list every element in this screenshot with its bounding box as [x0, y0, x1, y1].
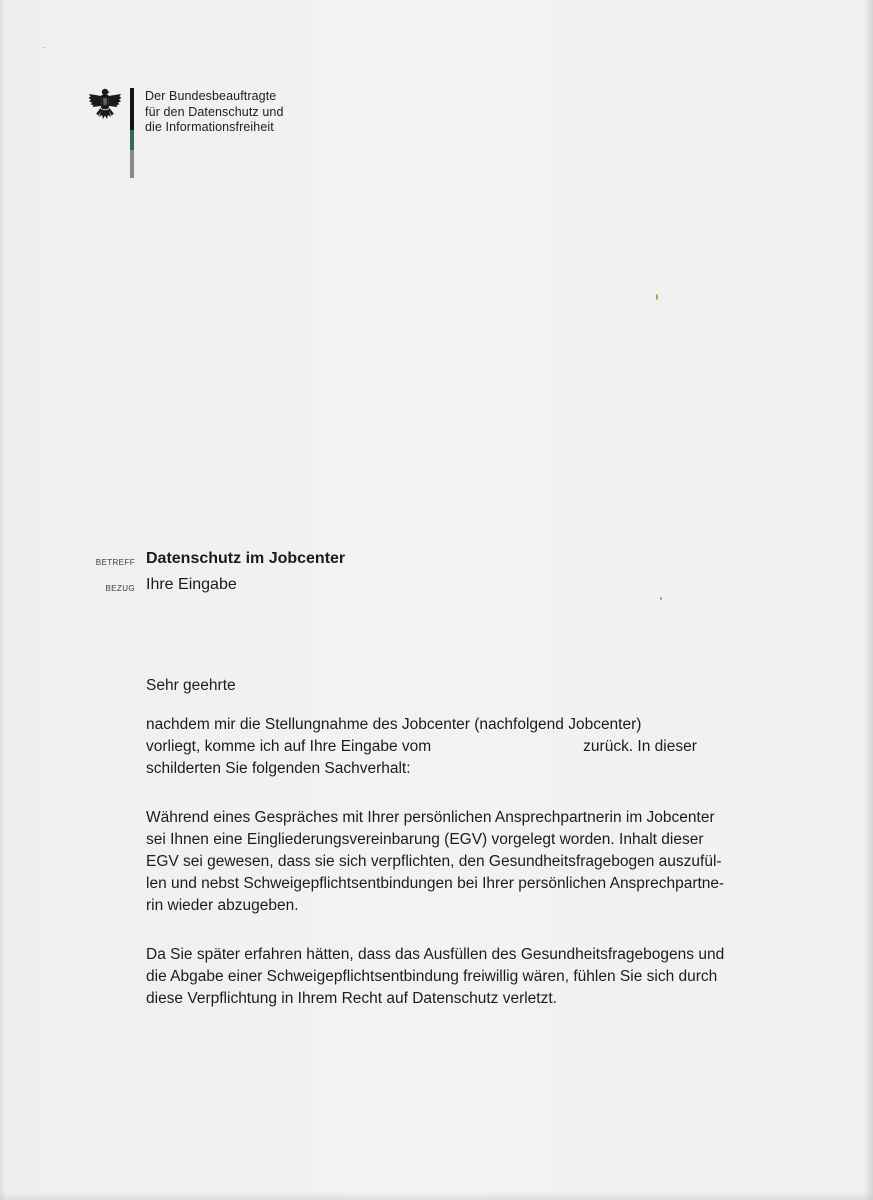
scan-shadow-right	[863, 0, 873, 1200]
paragraph-line: Da Sie später erfahren hätten, dass das Ausfüllen des Gesundheitsfragebogens und	[146, 946, 725, 963]
salutation-text: Sehr geehrte	[146, 677, 236, 694]
scan-shadow-bottom	[0, 1192, 873, 1200]
paragraph-line: diese Verpflichtung in Ihrem Recht auf Datenschutz verletzt.	[146, 990, 557, 1007]
betreff-label: BETREFF	[95, 558, 135, 567]
paragraph-line: EGV sei gewesen, dass sie sich verpflichten, den Gesundheitsfragebogen auszufül-	[146, 853, 722, 870]
paragraph-line-start: vorliegt, komme ich auf Ihre Eingabe vom	[146, 738, 432, 755]
flag-segment-gold	[130, 150, 134, 178]
paragraph-intro	[146, 714, 816, 780]
paragraph-complaint	[146, 944, 816, 1010]
subject-line: Datenschutz im Jobcenter	[146, 550, 346, 567]
scan-speck	[43, 47, 46, 48]
federal-eagle-icon	[88, 86, 122, 126]
paragraph-line: sei Ihnen eine Eingliederungsvereinbarung (EGV) vorgelegt worden. Inhalt dieser	[146, 831, 704, 848]
paragraph-line: schilderten Sie folgenden Sachverhalt:	[146, 760, 411, 777]
authority-line-1: Der Bundesbeauftragte	[145, 89, 277, 103]
flag-segment-red	[130, 130, 134, 150]
authority-line-2: für den Datenschutz und	[145, 104, 284, 119]
scan-shadow-left	[0, 0, 6, 1200]
paragraph-line	[146, 736, 816, 758]
salutation	[146, 675, 816, 697]
paragraph-line: Während eines Gespräches mit Ihrer persönlichen Ansprechpartnerin im Jobcenter	[146, 809, 715, 826]
bezug-label: BEZUG	[105, 584, 135, 593]
paragraph-line: nachdem mir die Stellungnahme des Jobcenter (nachfolgend Jobcenter)	[146, 716, 642, 733]
reference-line: Ihre Eingabe	[146, 576, 237, 593]
paragraph-facts	[146, 807, 816, 917]
flag-segment-black	[130, 88, 134, 130]
paragraph-line: rin wieder abzugeben.	[146, 897, 299, 914]
authority-name	[145, 89, 284, 136]
paragraph-line: die Abgabe einer Schweigepflichtsentbindung freiwillig wären, fühlen Sie sich durch	[146, 968, 718, 985]
scan-speck	[656, 294, 658, 300]
scan-speck	[660, 597, 662, 600]
authority-line-3: die Informationsfreiheit	[145, 120, 274, 134]
paragraph-line-end: zurück. In dieser	[583, 738, 697, 755]
national-colors-bar	[130, 88, 134, 178]
paragraph-line: len und nebst Schweigepflichtsentbindungen bei Ihrer persönlichen Ansprechpartne-	[146, 875, 725, 892]
